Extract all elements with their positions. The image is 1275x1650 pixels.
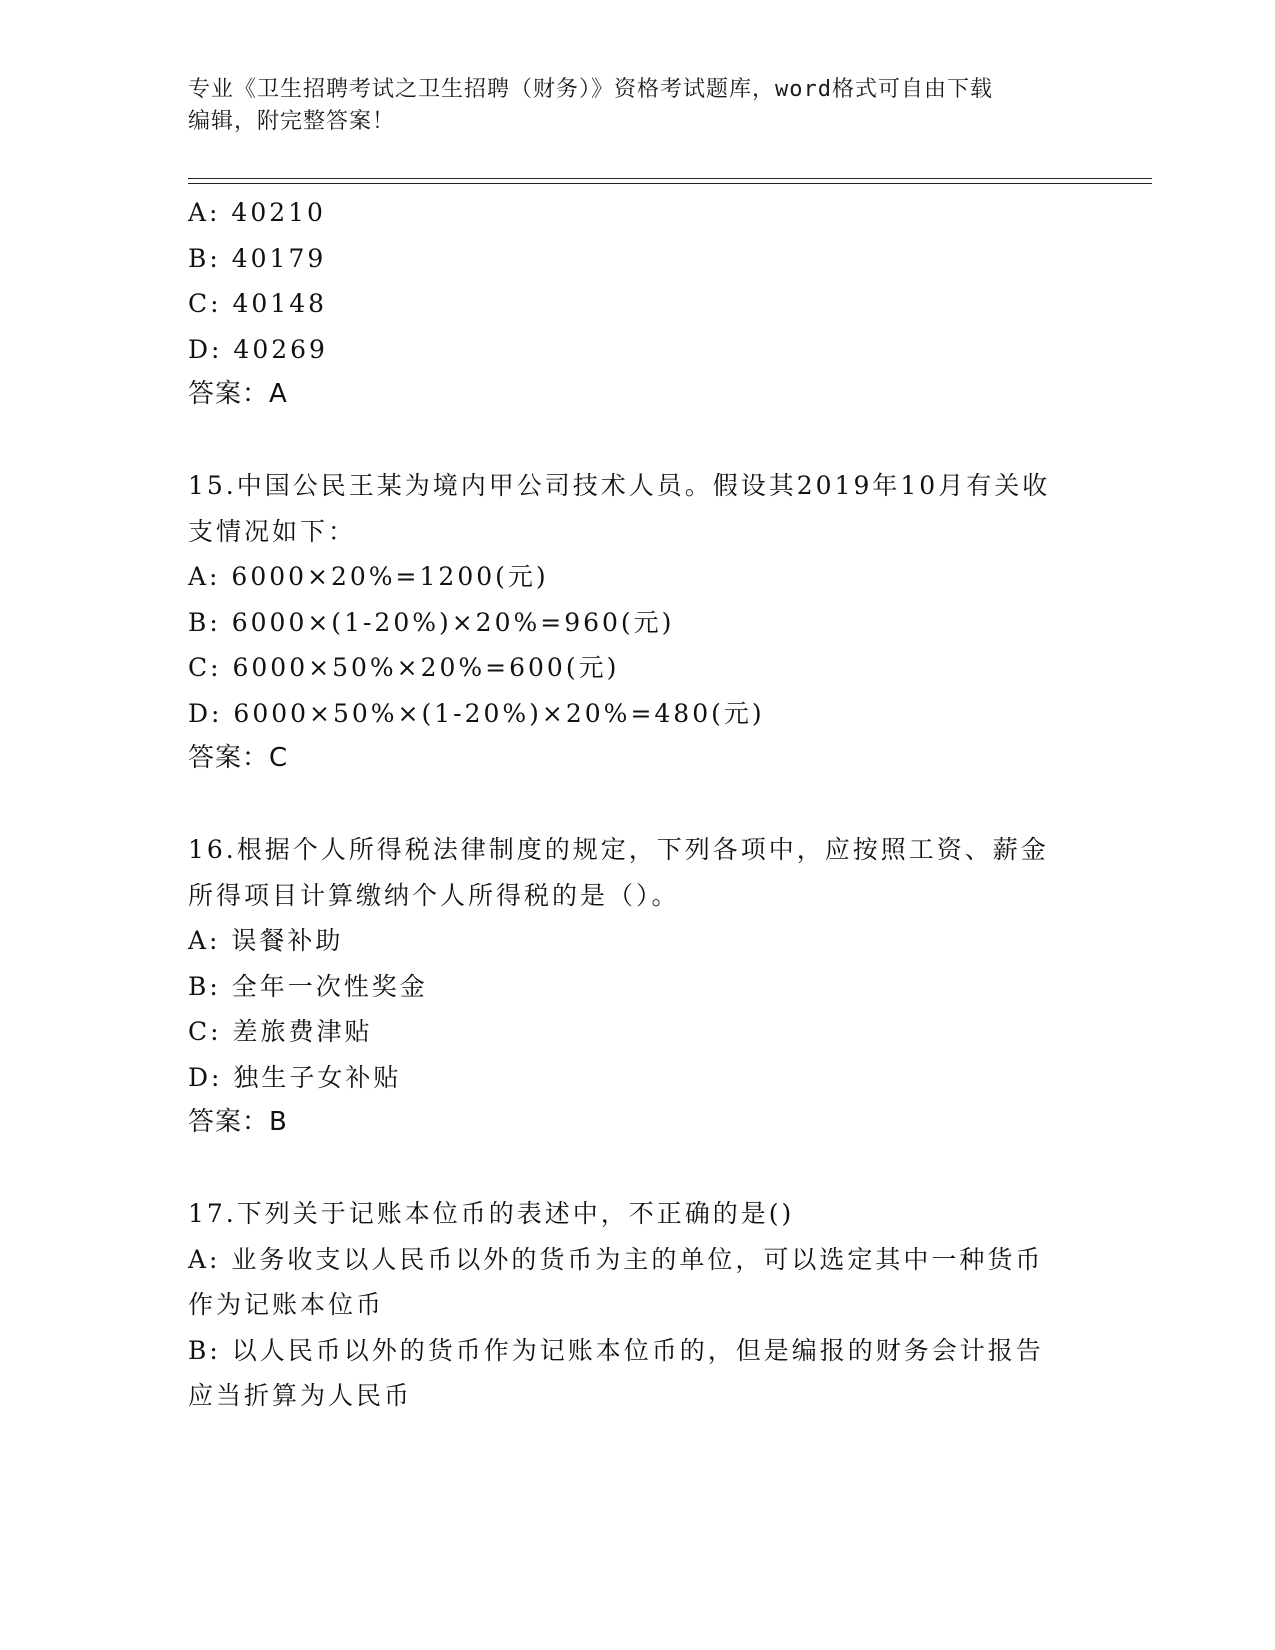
option-c: C: 6000×50%×20%=600(元) [188, 653, 620, 682]
header-line-1: 专业《卫生招聘考试之卫生招聘（财务）》资格考试题库，word格式可自由下载 [188, 77, 993, 102]
header-divider-bottom [188, 183, 1152, 184]
question-stem-line-1: 16.根据个人所得税法律制度的规定，下列各项中，应按照工资、薪金 [188, 835, 1049, 864]
question-14 [188, 190, 1088, 418]
question-stem-line-2: 支情况如下： [188, 516, 357, 546]
option-d: D: 独生子女补贴 [188, 1062, 402, 1092]
option-d: D: 40269 [188, 334, 328, 364]
question-16 [188, 827, 1088, 1146]
question-17 [188, 1191, 1088, 1419]
answer-label: 答案：A [188, 379, 288, 409]
question-stem-line-1: 17.下列关于记账本位币的表述中，不正确的是() [188, 1199, 795, 1228]
spacer [188, 1146, 1088, 1192]
answer-label: 答案：C [188, 743, 289, 773]
question-stem-line-1: 15.中国公民王某为境内甲公司技术人员。假设其2019年10月有关收 [188, 471, 1051, 500]
document-header [188, 74, 1088, 138]
header-divider-top [188, 178, 1152, 179]
spacer [188, 782, 1088, 828]
option-a-line-2: 作为记账本位币 [188, 1290, 385, 1319]
option-b: B: 40179 [188, 243, 327, 273]
option-a: A: 6000×20%=1200(元) [188, 562, 549, 591]
header-line-2: 编辑，附完整答案！ [188, 109, 396, 134]
spacer [188, 418, 1088, 464]
question-15 [188, 463, 1088, 782]
option-a: A: 40210 [188, 198, 326, 227]
option-c: C: 40148 [188, 289, 328, 318]
question-content [188, 190, 1088, 1419]
option-c: C: 差旅费津贴 [188, 1017, 373, 1046]
option-b: B: 6000×(1-20%)×20%=960(元) [188, 607, 675, 637]
option-b: B: 全年一次性奖金 [188, 971, 428, 1001]
option-a: A: 误餐补助 [188, 926, 344, 955]
option-d: D: 6000×50%×(1-20%)×20%=480(元) [188, 698, 765, 728]
answer-label: 答案：B [188, 1107, 288, 1137]
option-b-line-2: 应当折算为人民币 [188, 1381, 413, 1410]
question-stem-line-2: 所得项目计算缴纳个人所得税的是（）。 [188, 880, 680, 910]
option-a-line-1: A: 业务收支以人民币以外的货币为主的单位，可以选定其中一种货币 [188, 1244, 1044, 1274]
option-b-line-1: B: 以人民币以外的货币作为记账本位币的，但是编报的财务会计报告 [188, 1335, 1044, 1365]
